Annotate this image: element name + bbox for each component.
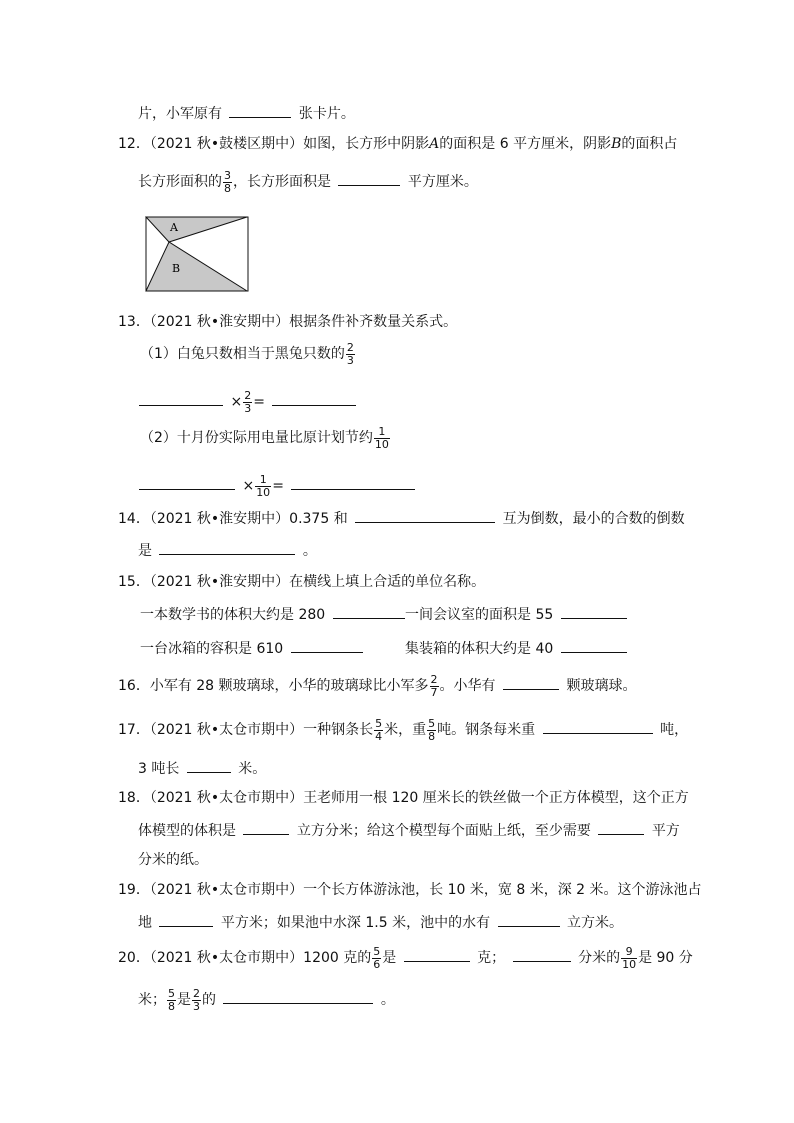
q13-sub1-eq-fraction: [243, 390, 252, 415]
q15-blank-c[interactable]: [291, 638, 363, 653]
q15-item-c: [140, 638, 366, 658]
q20-text-b: 是: [382, 950, 397, 966]
q13-number: 13．: [118, 314, 150, 330]
q17-blank-2[interactable]: [187, 758, 231, 773]
figure-label-a: A: [170, 221, 178, 234]
fraction-numerator: 5: [428, 716, 436, 730]
q18-blank-2[interactable]: [598, 820, 644, 835]
q16-fraction: [430, 674, 439, 699]
q12-line-2: [138, 168, 478, 196]
q18-text-a: 王老师用一根 120 厘米长的铁丝做一个正方体模型，这个正方: [303, 790, 689, 806]
q18-blank-1[interactable]: [243, 820, 289, 835]
q20-line-1: [118, 944, 693, 972]
q17-text-b: 米，重: [384, 722, 427, 738]
q17-text-c: 吨。钢条每米重: [437, 722, 536, 738]
q13-sub2-label: （2）十月份实际用电量比原计划节约: [140, 430, 373, 446]
q17-blank-1[interactable]: [543, 719, 653, 734]
q13-sub1-equation: [136, 388, 359, 416]
q13-sub2-times: ×: [242, 478, 255, 494]
q14-text-b: 互为倒数，最小的合数的倒数: [502, 511, 685, 527]
q15-b-text: 一间会议室的面积是 55: [405, 607, 554, 623]
q20-blank-3[interactable]: [223, 989, 373, 1004]
q20-line-2: [138, 986, 395, 1014]
q18-text-e: 分米的纸。: [138, 852, 208, 868]
fraction-denominator: 3: [193, 999, 200, 1013]
q16-text-c: 颗玻璃球。: [566, 678, 637, 694]
q17-text-d: 吨，: [660, 722, 689, 738]
q15-blank-b[interactable]: [561, 604, 627, 619]
q19-blank-1[interactable]: [159, 912, 213, 927]
q13-text: 根据条件补齐数量关系式。: [289, 314, 458, 330]
q15-number: 15．: [118, 574, 150, 590]
q20-text-d: 分米的: [578, 950, 621, 966]
q18-line-2: [138, 820, 680, 840]
figure-label-b: B: [172, 262, 181, 275]
q13-sub2-eq: =: [272, 478, 284, 494]
q20-fraction-1: [372, 946, 381, 971]
q14-line-1: [118, 508, 685, 528]
q20-text-i: 。: [380, 992, 395, 1008]
q12-text-f: 平方厘米。: [407, 174, 478, 190]
fraction-denominator: 8: [428, 729, 436, 743]
q13-sub2-line: [140, 424, 391, 452]
q20-text-e: 是 90 分: [638, 950, 693, 966]
q17-line-2: [138, 758, 266, 778]
q11-tail-line: [138, 103, 355, 123]
fraction-denominator: 10: [622, 957, 637, 971]
q13-sub1-blank-left[interactable]: [139, 391, 223, 406]
q20-source: （2021 秋•太仓市期中）: [149, 950, 304, 966]
q11-answer-blank[interactable]: [229, 103, 291, 118]
fraction-denominator: 8: [224, 181, 231, 195]
q18-source: （2021 秋•太仓市期中）: [149, 790, 304, 806]
q12-text-c: 的面积占: [621, 136, 678, 152]
q14-line-2: [138, 540, 317, 560]
q14-text-c: 是: [138, 543, 152, 559]
q12-source: （2021 秋•鼓楼区期中）: [149, 136, 304, 152]
fraction-denominator: 3: [244, 401, 252, 415]
q16-number: 16．: [118, 678, 150, 694]
q13-sub1-blank-right[interactable]: [272, 391, 356, 406]
q12-label-a: A: [429, 136, 440, 152]
q17-text-f: 米。: [238, 761, 267, 777]
q19-source: （2021 秋•太仓市期中）: [149, 882, 304, 898]
fraction-numerator: 2: [346, 340, 354, 354]
q13-source: （2021 秋•淮安期中）: [149, 314, 290, 330]
q13-sub2-fraction: [374, 426, 390, 451]
q20-text-g: 是: [177, 992, 191, 1008]
fraction-numerator: 5: [375, 716, 383, 730]
q19-line-1: [118, 880, 702, 900]
q13-sub1-line: [140, 340, 356, 368]
q20-fraction-2: [621, 946, 637, 971]
q16-answer-blank[interactable]: [503, 675, 559, 690]
q12-text-a: 如图，长方形中阴影: [303, 136, 430, 152]
fraction-denominator: 6: [373, 957, 381, 971]
q20-text-h: 的: [202, 992, 216, 1008]
q12-number: 12．: [118, 136, 150, 152]
q19-number: 19．: [118, 882, 150, 898]
fraction-numerator: 3: [224, 168, 231, 182]
q19-blank-2[interactable]: [498, 912, 560, 927]
q18-line-3: [138, 850, 208, 870]
q16-text-a: 小军有 28 颗玻璃球，小华的玻璃球比小军多: [149, 678, 429, 694]
q15-c-text: 一台冰箱的容积是 610: [140, 641, 284, 657]
q17-fraction-1: [374, 718, 383, 743]
q13-sub1-label: （1）白兔只数相当于黑兔只数的: [140, 346, 345, 362]
q12-text-b: 的面积是 6 平方厘米，阴影: [439, 136, 612, 152]
q15-item-b: [405, 604, 630, 624]
q19-line-2: [138, 912, 623, 932]
q14-text-a: 0.375 和: [289, 511, 348, 527]
q18-text-d: 平方: [651, 823, 680, 839]
q18-text-c: 立方分米；给这个模型每个面贴上纸，至少需要: [296, 823, 591, 839]
q13-line-1: [118, 312, 457, 332]
q19-text-b: 地: [138, 915, 152, 931]
fraction-denominator: 7: [430, 685, 438, 699]
q18-number: 18．: [118, 790, 150, 806]
q19-text-a: 一个长方体游泳池，长 10 米，宽 8 米，深 2 米。这个游泳池占: [303, 882, 702, 898]
q12-answer-blank[interactable]: [338, 171, 400, 186]
q15-blank-d[interactable]: [561, 638, 627, 653]
q20-number: 20．: [118, 950, 150, 966]
q15-d-text: 集装箱的体积大约是 40: [405, 641, 554, 657]
q15-line-1: [118, 572, 485, 592]
q20-blank-1[interactable]: [404, 947, 470, 962]
q15-text: 在横线上填上合适的单位名称。: [289, 574, 486, 590]
q15-item-a: [140, 604, 408, 624]
fraction-denominator: 8: [168, 999, 175, 1013]
q17-number: 17．: [118, 722, 150, 738]
q19-text-d: 立方米。: [566, 915, 623, 931]
q18-line-1: [118, 788, 689, 808]
q13-sub1-fraction: [346, 342, 355, 367]
fraction-numerator: 2: [244, 388, 252, 402]
q20-text-a: 1200 克的: [303, 950, 372, 966]
q11-text-a: 片，小军原有: [138, 106, 222, 122]
q15-source: （2021 秋•淮安期中）: [149, 574, 290, 590]
q15-item-d: [405, 638, 630, 658]
q14-blank-1[interactable]: [355, 508, 495, 523]
q14-blank-2[interactable]: [159, 540, 295, 555]
q17-text-a: 一种钢条长: [303, 722, 374, 738]
q12-text-d: 长方形面积的: [138, 174, 222, 190]
q17-source: （2021 秋•太仓市期中）: [149, 722, 304, 738]
q20-fraction-4: [192, 988, 201, 1013]
fraction-denominator: 3: [346, 353, 354, 367]
q13-sub2-blank-left[interactable]: [139, 475, 235, 490]
q14-number: 14．: [118, 511, 150, 527]
q12-text-e: ，长方形面积是: [233, 174, 331, 190]
fraction-denominator: 4: [375, 729, 383, 743]
q11-text-b: 张卡片。: [298, 106, 355, 122]
q15-a-text: 一本数学书的体积大约是 280: [140, 607, 326, 623]
fraction-numerator: 1: [259, 472, 267, 486]
fraction-numerator: 9: [625, 944, 633, 958]
fraction-numerator: 5: [373, 944, 381, 958]
q16-text-b: 。小华有: [439, 678, 496, 694]
fraction-denominator: 10: [256, 485, 271, 499]
q20-text-f: 米；: [138, 992, 166, 1008]
fraction-denominator: 10: [374, 437, 389, 451]
q19-text-c: 平方米；如果池中水深 1.5 米，池中的水有: [220, 915, 491, 931]
q12-fraction: [223, 170, 232, 195]
q13-sub2-blank-right[interactable]: [291, 475, 415, 490]
q15-blank-a[interactable]: [333, 604, 405, 619]
q17-text-e: 3 吨长: [138, 761, 180, 777]
q17-fraction-2: [427, 718, 436, 743]
q14-text-d: 。: [302, 543, 317, 559]
q20-fraction-3: [167, 988, 176, 1013]
q17-line-1: [118, 716, 688, 744]
fraction-numerator: 1: [378, 424, 386, 438]
q13-sub2-eq-fraction: [255, 474, 271, 499]
q18-text-b: 体模型的体积是: [138, 823, 236, 839]
fraction-numerator: 2: [430, 672, 438, 686]
q20-text-c: 克；: [477, 950, 506, 966]
q16-line: [118, 672, 636, 700]
fraction-numerator: 2: [193, 986, 200, 1000]
q14-source: （2021 秋•淮安期中）: [149, 511, 290, 527]
q12-label-b: B: [611, 136, 622, 152]
q13-sub2-equation: [136, 472, 418, 500]
q13-sub1-eq: =: [253, 394, 265, 410]
fraction-numerator: 5: [168, 986, 175, 1000]
q12-line-1: [118, 134, 677, 154]
q20-blank-2[interactable]: [513, 947, 571, 962]
q13-sub1-times: ×: [230, 394, 243, 410]
q12-rectangle-figure: [145, 216, 251, 294]
